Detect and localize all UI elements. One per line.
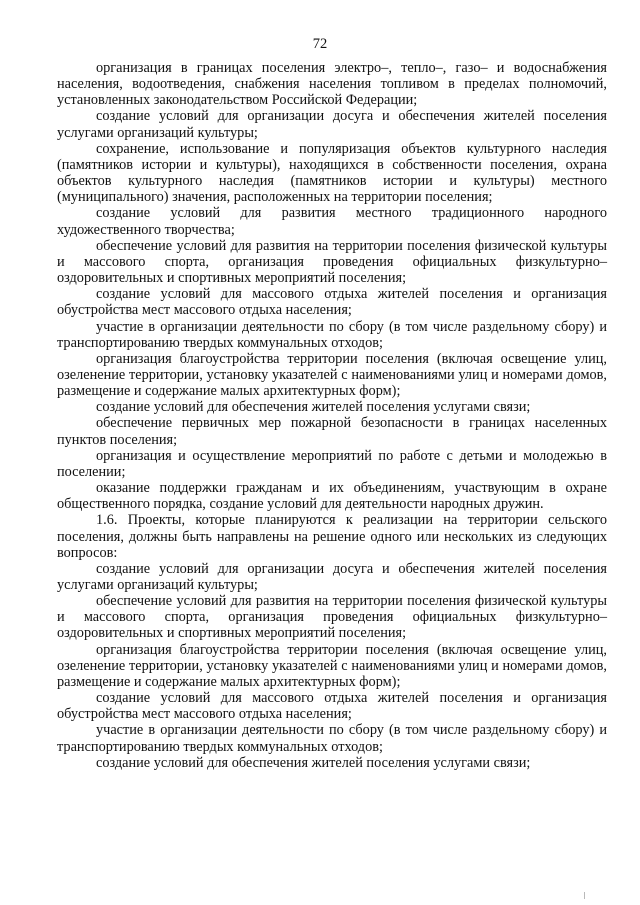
paragraph: организация в границах поселения электро–, тепло–, газо– и водоснабжения населения, водоотведения, снабжения населения топливом в пределах полномочий, установленных законодательством Российской Федерации; <box>57 60 607 109</box>
paragraph: оказание поддержки гражданам и их объединениям, участвующим в охране общественного порядка, создание условий для деятельности народных дружин. <box>57 480 607 513</box>
paragraph: обеспечение условий для развития на территории поселения физической культуры и массового спорта, организация проведения официальных физкультурно–оздоровительных и спортивных мероприятий поселения; <box>57 593 607 642</box>
scan-mark <box>584 892 585 899</box>
paragraph: участие в организации деятельности по сбору (в том числе раздельному сбору) и транспортированию твердых коммунальных отходов; <box>57 722 607 755</box>
paragraph: сохранение, использование и популяризация объектов культурного наследия (памятников истории и культуры), находящихся в собственности поселения, охрана объектов культурного наследия (памятников истории и культуры) местного (муниципального) значения, расположенных на территории поселения; <box>57 140 607 206</box>
document-body <box>57 60 607 771</box>
paragraph: организация благоустройства территории поселения (включая освещение улиц, озеленение территории, установку указателей с наименованиями улиц и номерами домов, размещение и содержание малых архитектурных форм); <box>57 641 607 690</box>
paragraph: обеспечение первичных мер пожарной безопасности в границах населенных пунктов поселения; <box>57 415 607 448</box>
paragraph: обеспечение условий для развития на территории поселения физической культуры и массового спорта, организация проведения официальных физкультурно–оздоровительных и спортивных мероприятий поселения; <box>57 237 607 287</box>
paragraph: создание условий для обеспечения жителей поселения услугами связи; <box>96 399 531 416</box>
paragraph: создание условий для развития местного традиционного народного художественного творчества; <box>57 205 607 238</box>
paragraph: создание условий для обеспечения жителей поселения услугами связи; <box>96 754 531 771</box>
paragraph: участие в организации деятельности по сбору (в том числе раздельному сбору) и транспортированию твердых коммунальных отходов; <box>57 318 607 351</box>
page-number: 72 <box>312 36 328 52</box>
section-paragraph: 1.6. Проекты, которые планируются к реализации на территории сельского поселения, должны быть направлены на решение одного или нескольких из следующих вопросов: <box>57 512 607 561</box>
paragraph: создание условий для организации досуга и обеспечения жителей поселения услугами организаций культуры; <box>57 560 607 593</box>
paragraph: создание условий для массового отдыха жителей поселения и организация обустройства мест массового отдыха населения; <box>57 690 607 723</box>
paragraph: создание условий для организации досуга и обеспечения жителей поселения услугами организаций культуры; <box>57 108 607 141</box>
paragraph: организация благоустройства территории поселения (включая освещение улиц, озеленение территории, установку указателей с наименованиями улиц и номерами домов, размещение и содержание малых архитектурных форм); <box>57 350 607 400</box>
paragraph: создание условий для массового отдыха жителей поселения и организация обустройства мест массового отдыха населения; <box>57 286 607 319</box>
paragraph: организация и осуществление мероприятий по работе с детьми и молодежью в поселении; <box>57 447 607 480</box>
